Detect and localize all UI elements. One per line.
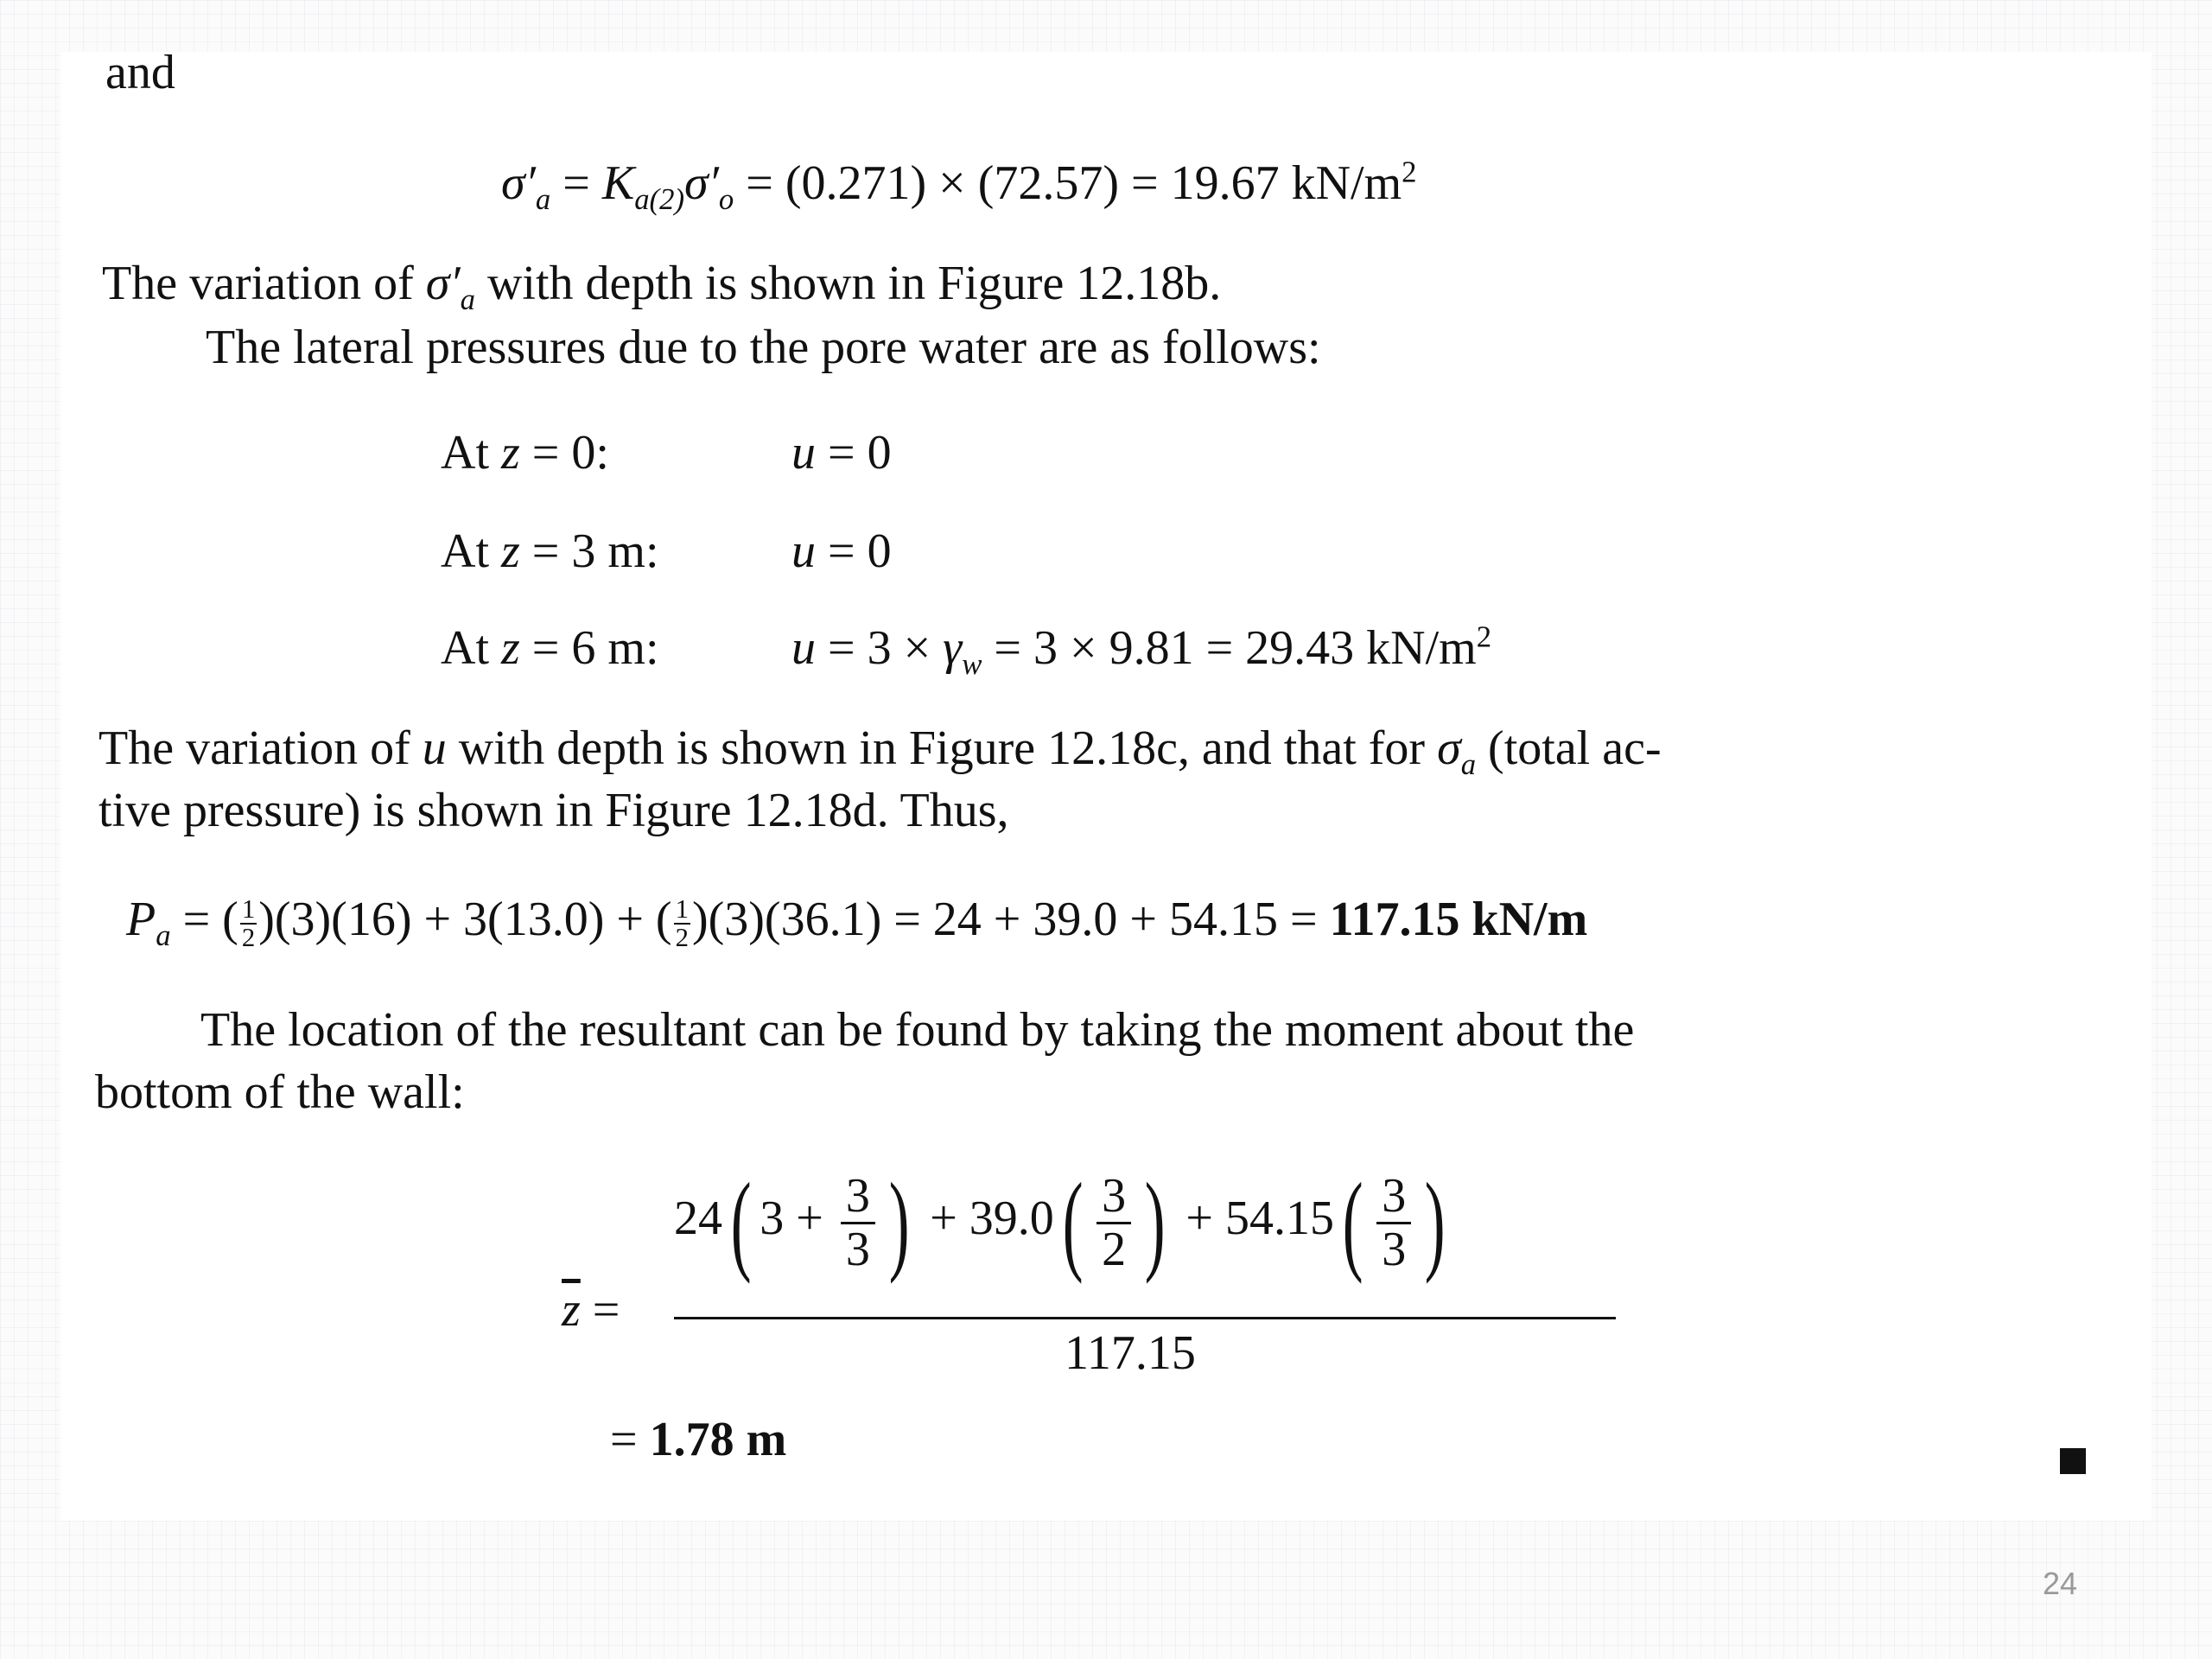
half-fraction-2: [674, 896, 690, 951]
condition-text: = 0:: [519, 426, 609, 480]
half-numerator: 1: [241, 894, 256, 925]
value-text-b: = 3 × 9.81 = 29.43 kN/m: [982, 621, 1477, 675]
sigma-o-subscript: o: [718, 182, 734, 217]
pore-row-z0-label: [441, 425, 609, 480]
pore-row-z6-value: [791, 620, 1492, 682]
pore-row-z3-value: [791, 524, 892, 579]
para3-text-mid: with depth is shown in Figure 12.18c, and that for: [446, 721, 1438, 775]
sigma-a-inline-symbol: σ′: [425, 257, 461, 310]
paragraph-u-variation-line2: tive pressure) is shown in Figure 12.18d. Thus,: [99, 784, 1009, 837]
p-symbol: P: [126, 893, 156, 946]
u-symbol: u: [791, 426, 816, 480]
half-fraction-1: [240, 896, 257, 951]
pore-row-z6-label: [441, 620, 659, 676]
value-text: = 0: [816, 524, 892, 578]
z-symbol: z: [501, 621, 520, 675]
zbar-symbol-group: [562, 1282, 620, 1338]
value-text-a: = 3 ×: [816, 621, 944, 675]
paren-close-3: ): [1425, 1160, 1446, 1285]
paragraph-resultant-line2: bottom of the wall:: [95, 1065, 465, 1119]
term3-prefix: + 54.15: [1173, 1191, 1334, 1245]
pore-row-z3-label: [441, 524, 659, 579]
term1-fraction: [841, 1168, 875, 1276]
p-subscript: a: [156, 918, 171, 953]
paragraph-sigma-variation: [102, 256, 1222, 317]
unit-exponent: 2: [1402, 155, 1417, 189]
half-denominator: 2: [241, 923, 256, 953]
equation-rhs: = (0.271) × (72.57) = 19.67 kN/m: [734, 156, 1402, 210]
paragraph-u-variation-line1: [99, 721, 1662, 782]
paren-close-2: ): [1144, 1160, 1166, 1285]
z-symbol: z: [501, 426, 520, 480]
gamma-symbol: γ: [943, 621, 963, 675]
term2-denominator: 2: [1102, 1222, 1127, 1276]
zbar-numerator: [674, 1160, 1454, 1285]
para1-text-before: The variation of: [102, 257, 426, 310]
term3-denominator: 3: [1382, 1222, 1407, 1276]
z-symbol: z: [501, 524, 520, 578]
sigma-inline-symbol: σ: [1437, 721, 1461, 775]
term2-numerator: 3: [1096, 1171, 1131, 1224]
para1-text-after: with depth is shown in Figure 12.18b.: [474, 257, 1222, 310]
equals-sign: =: [580, 1283, 620, 1337]
pa-part3: )(3)(36.1) = 24 + 39.0 + 54.15 =: [691, 893, 1330, 946]
fraction-bar: [674, 1317, 1616, 1319]
u-symbol: u: [791, 524, 816, 578]
page-number: 24: [2043, 1566, 2078, 1601]
half-denominator: 2: [675, 923, 689, 953]
zbar-symbol: $\overline{z}$: [562, 1283, 581, 1337]
at-text: At: [441, 426, 501, 480]
sigma-inline-subscript: a: [1460, 747, 1477, 782]
term1-coefficient: 24: [674, 1191, 722, 1245]
u-symbol: u: [791, 621, 816, 675]
half-numerator: 1: [675, 894, 689, 925]
sigma-o-symbol: σ′: [684, 156, 719, 210]
text-and: and: [105, 46, 175, 99]
zbar-denominator: 117.15: [1065, 1326, 1196, 1380]
paren-open-3: (: [1342, 1160, 1363, 1285]
equals-sign: =: [550, 156, 602, 210]
equation-pa: [126, 892, 1587, 951]
term1-numerator: 3: [841, 1171, 875, 1224]
paren-close-1: ): [888, 1160, 910, 1285]
pa-part1: = (: [170, 893, 238, 946]
term3-fraction: [1376, 1168, 1411, 1276]
para3-text-before: The variation of: [99, 721, 423, 775]
term1-inner: 3 +: [760, 1191, 836, 1245]
paragraph-resultant-line1: The location of the resultant can be found by taking the moment about the: [200, 1003, 1635, 1057]
pore-row-z0-value: [791, 425, 892, 480]
unit-exponent: 2: [1476, 620, 1492, 654]
term2-prefix: + 39.0: [918, 1191, 1054, 1245]
sigma-a-inline-subscript: a: [460, 283, 475, 317]
term3-numerator: 3: [1376, 1171, 1411, 1224]
end-of-proof-square: [2060, 1448, 2086, 1474]
condition-text: = 3 m:: [519, 524, 659, 578]
u-inline-symbol: u: [422, 721, 447, 775]
paren-open-1: (: [730, 1160, 752, 1285]
at-text: At: [441, 621, 501, 675]
pa-result: 117.15 kN/m: [1329, 893, 1588, 946]
pa-part2: )(3)(16) + 3(13.0) + (: [258, 893, 672, 946]
sigma-a-symbol: σ′: [501, 156, 536, 210]
term2-fraction: [1096, 1168, 1131, 1276]
equation-sigma-a: [501, 155, 1417, 217]
para3-text-after: (total ac-: [1476, 721, 1662, 775]
gamma-subscript: w: [962, 647, 982, 682]
zbar-result: [610, 1412, 786, 1467]
condition-text: = 6 m:: [519, 621, 659, 675]
sigma-a-subscript: a: [535, 182, 551, 217]
at-text: At: [441, 524, 501, 578]
paragraph-pore-water: The lateral pressures due to the pore water are as follows:: [206, 321, 1321, 374]
result-value: 1.78 m: [649, 1413, 787, 1466]
value-text: = 0: [816, 426, 892, 480]
k-symbol: K: [601, 156, 635, 210]
paren-open-2: (: [1062, 1160, 1084, 1285]
k-subscript: a(2): [634, 182, 685, 217]
term1-denominator: 3: [845, 1222, 870, 1276]
result-equals: =: [610, 1413, 650, 1466]
